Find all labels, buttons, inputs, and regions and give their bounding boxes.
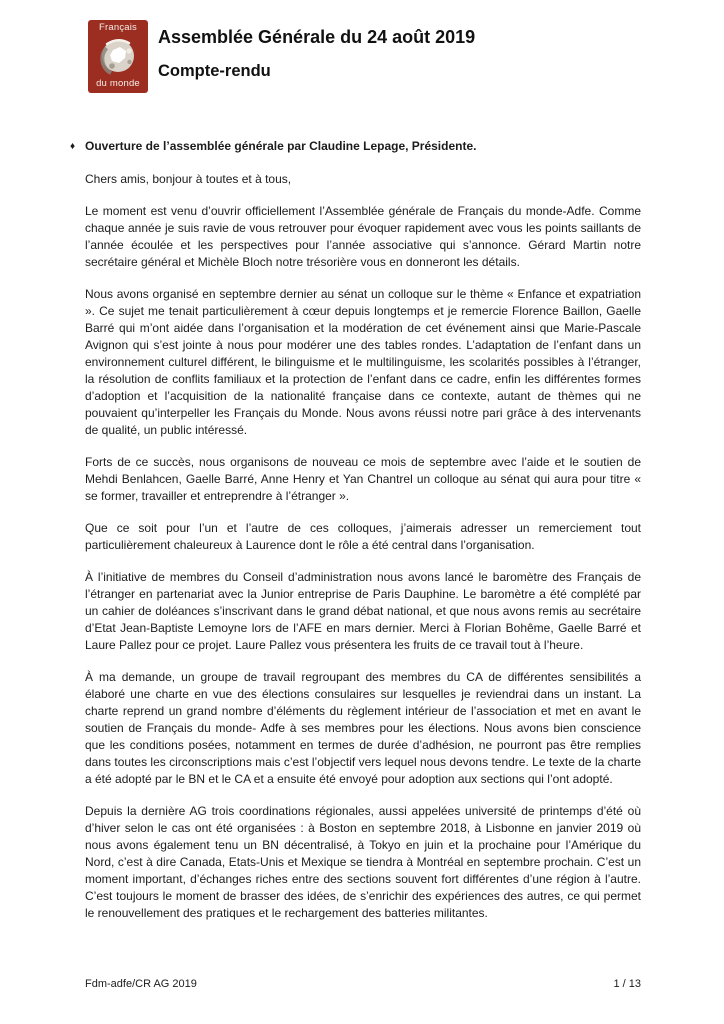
section-heading: Ouverture de l’assemblée générale par Claudine Lepage, Présidente.: [85, 139, 477, 153]
logo-top-text: Français: [98, 22, 138, 33]
footer-page-number: 1 / 13: [613, 978, 641, 990]
document-header: [88, 20, 475, 93]
footer-doc-ref: Fdm-adfe/CR AG 2019: [85, 978, 197, 990]
paragraph-opening: Le moment est venu d’ouvrir officiellement l’Assemblée générale de Français du monde-Adfe. Comme chaque année je suis ravie de vous retrouver pour évoquer rapidement avec vous les points saillants de l’année écoulée et les perspectives pour l’année associative qui s’annonce. Gérard Martin notre secrétaire général et Michèle Bloch notre trésorière vous en donneront les détails.: [85, 204, 641, 269]
paragraph-remerciement-laurence: Que ce soit pour l’un et l’autre de ces colloques, j’aimerais adresser un remerciement tout particulièrement chaleureux à Laurence dont le rôle a été central dans l’organisation.: [85, 521, 641, 552]
logo-bottom-text: du monde: [96, 78, 140, 89]
paragraph-charte: À ma demande, un groupe de travail regroupant des membres du CA de différentes sensibilités a élaboré une charte en vue des élections consulaires sur lesquelles je reviendrai dans un instant. La charte reprend un grand nombre d’éléments du règlement intérieur de l’association et met en avant le soutien de Français du monde- Adfe à ses membres pour les élections. Nous avons bien conscience que les conditions posées, notamment en termes de durée d’adhésion, ne pourront pas être remplies dans toutes les circonscriptions mais c’est l’objectif vers lequel nous devons tendre. Le texte de la charte a été adopté par le BN et le CA et a ensuite été envoyé pour adoption aux sections qui l’ont adopté.: [85, 670, 641, 786]
page-subtitle: Compte-rendu: [158, 62, 271, 80]
document-body: [70, 138, 641, 937]
francais-du-monde-logo: [88, 20, 148, 93]
paragraph-barometre: À l’initiative de membres du Conseil d’administration nous avons lancé le baromètre des Français de l’étranger en partenariat avec la Junior entreprise de Paris Dauphine. Le baromètre a été complété par un cahier de doléances s’inscrivant dans le grand débat national, et que nous avons remis au secrétaire d’Etat Jean-Baptiste Lemoyne lors de l’AFE en mars dernier. Merci à Florian Bohême, Gaelle Barré et Laure Pallez pour ce projet. Laure Pallez vous présentera les fruits de ce travail tout à l’heure.: [85, 570, 641, 652]
title-block: [158, 20, 475, 81]
diamond-bullet-icon: ♦: [70, 141, 76, 152]
paragraph-colloque-septembre: Forts de ce succès, nous organisons de nouveau ce mois de septembre avec l’aide et le soutien de Mehdi Benlahcen, Gaelle Barré, Anne Henry et Yan Chantrel un colloque au sénat qui aura pour titre « se former, travailler et entreprendre à l’étranger ».: [85, 455, 641, 503]
section-heading-line: [70, 138, 641, 155]
document-footer: [85, 978, 641, 990]
paragraph-coordinations: Depuis la dernière AG trois coordinations régionales, aussi appelées université de printemps d’été où d’hiver selon le cas ont été organisées : à Boston en septembre 2018, à Lisbonne en janvier 2019 où nous avons également tenu un BN décentralisé, à Tokyo en juin et la prochaine pour l’Amérique du Nord, c’est à dire Canada, Etats-Unis et Mexique se tiendra à Montréal en septembre prochain. C’est un moment important, d’échanges riches entre des sections souvent fort différentes d’une région à l’autre. C’est toujours le moment de brasser des idées, de s’enrichir des expériences des autres, ce qui permet le renouvellement des pratiques et le rechargement des batteries militantes.: [85, 804, 641, 920]
globe-icon: [98, 36, 138, 76]
paragraph-salutation: Chers amis, bonjour à toutes et à tous,: [85, 172, 292, 186]
page-title: Assemblée Générale du 24 août 2019: [158, 27, 476, 47]
paragraph-colloque-enfance: Nous avons organisé en septembre dernier au sénat un colloque sur le thème « Enfance et expatriation ». Ce sujet me tenait particulièrement à cœur depuis longtemps et je remercie Florence Baillon, Gaelle Barré qui m’ont aidée dans l’organisation et la modération de cet événement ainsi que Marie-Pascale Avignon qui s’est jointe à nous pour modérer une des tables rondes. L’adaptation de l’enfant dans un environnement culturel différent, le bilinguisme et le multilinguisme, les scolarités possibles à l’étranger, la résolution de conflits familiaux et la protection de l’enfant dans ce cadre, enfin les différentes formes d’adoption et l’acquisition de la nationalité française dans ce contexte, autant de thèmes qui ne pouvaient qu’interpeller les Français du Monde. Nous avons réussi notre pari grâce à des intervenants de qualité, un public intéressé.: [85, 287, 641, 437]
